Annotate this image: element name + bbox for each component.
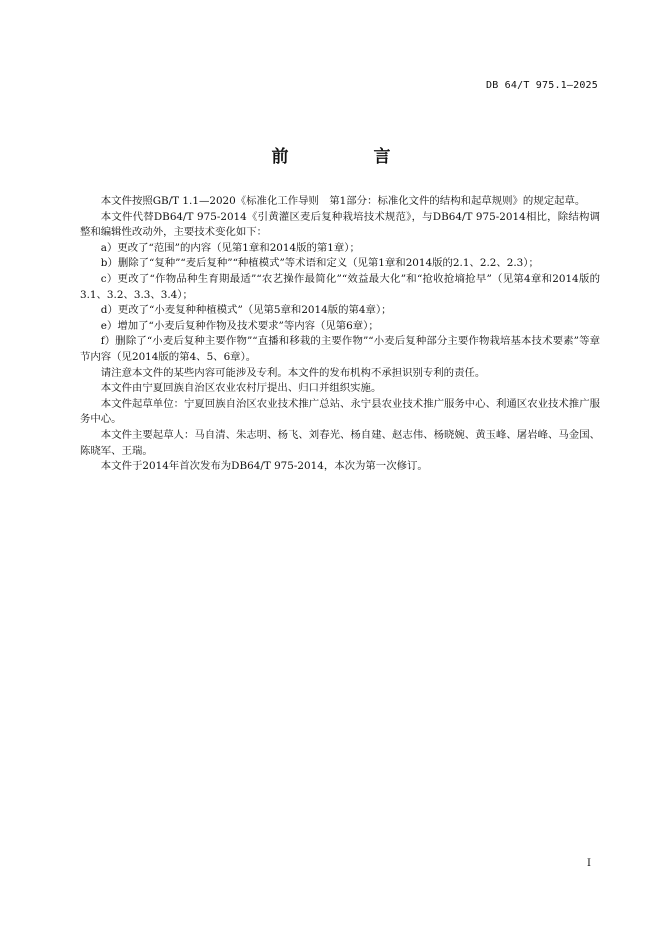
change-item-e: e）增加了“小麦后复种作物及技术要求”等内容（见第6章）； (100, 319, 379, 332)
change-item-b: b）删除了“复种”“麦后复种”“种植模式”等术语和定义（见第1章和2014版的2.1、2.2、2.3）； (100, 257, 539, 270)
paragraph-drafters: 本文件主要起草人：马自清、朱志明、杨飞、刘春光、杨自建、赵志伟、杨晓婉、黄玉峰、屠岩峰、马金国、陈晓军、王瑞。 (80, 428, 600, 457)
paragraph-proposer: 本文件由宁夏回族自治区农业农村厅提出、归口并组织实施。 (100, 382, 382, 395)
change-item-f: f）删除了“小麦后复种主要作物”“直播和移栽的主要作物”“小麦后复种部分主要作物栽培基本技术要素”等章节内容（见2014版的第4、5、6章）。 (80, 335, 600, 363)
change-item-c: c）更改了“作物品种生育期最适”“农艺操作最简化”“效益最大化”和“抢收抢墒抢早”（见第4章和2014版的3.1、3.2、3.3、3.4）； (80, 272, 600, 301)
paragraph-drafting-basis: 本文件按照GB/T 1.1—2020《标准化工作导则 第1部分：标准化文件的结构和起草规则》的规定起草。 (100, 195, 586, 207)
paragraph-drafting-units: 本文件起草单位：宁夏回族自治区农业技术推广总站、永宁县农业技术推广服务中心、利通区农业技术推广服务中心。 (80, 397, 600, 426)
paragraph-patent-notice: 请注意本文件的某些内容可能涉及专利。本文件的发布机构不承担识别专利的责任。 (100, 366, 486, 379)
change-item-d: d）更改了“小麦复种种植模式”（见第5章和2014版的第4章）； (100, 304, 392, 317)
document-code: DB 64/T 975.1—2025 (486, 80, 598, 91)
paragraph-replacement: 本文件代替DB64/T 975-2014《引黄灌区麦后复种栽培技术规范》，与DB64/T 975-2014相比，除结构调整和编辑性改动外，主要技术变化如下： (80, 210, 600, 239)
page-number: I (587, 858, 591, 869)
change-item-a: a）更改了“范围”的内容（见第1章和2014版的第1章）； (100, 241, 360, 254)
paragraph-history: 本文件于2014年首次发布为DB64/T 975-2014，本次为第一次修订。 (100, 460, 428, 473)
foreword-body (80, 194, 600, 475)
page-title: 前 言 (271, 147, 425, 167)
